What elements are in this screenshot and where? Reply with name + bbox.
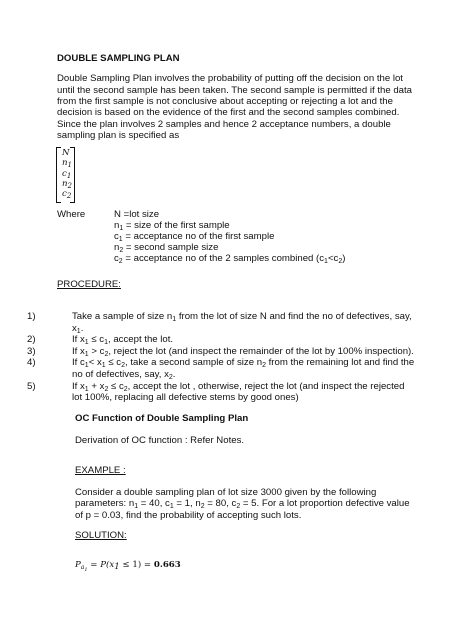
right-bracket	[70, 147, 75, 203]
example-heading: EXAMPLE :	[75, 465, 126, 476]
solution-formula: $P_{a_1} = P(x_1 \le 1) = 0.663$	[75, 560, 181, 573]
example-line-2: parameters: $n_1 = 40$, $c_1 = 1$, $n_2 = 80$, $c_2 = 5$. For a lot proportion defective value	[75, 498, 410, 510]
procedure-step-3: 3) If $x_1 > c_2$, reject the lot (and inspect the remainder of the lot by 100% inspection).	[27, 345, 414, 358]
page-title: DOUBLE SAMPLING PLAN	[57, 53, 180, 64]
oc-heading: OC Function of Double Sampling Plan	[75, 413, 249, 424]
intro-line-5: Since the plan involves 2 samples and hence 2 acceptance numbers, a double	[57, 119, 391, 130]
oc-derivation: Derivation of OC function : Refer Notes.	[75, 435, 245, 446]
vector-c2: $c_2$	[62, 189, 72, 201]
procedure-step-4: 4) If $c_1< x_1 \le c_2$, take a second sample of size $n_2$ from the remaining lot and find the no of defectives, say, $x_2$.	[27, 357, 415, 381]
procedure-step-1: 1) Take a sample of size $n_1$ from the lot of size N and find the no of defectives, say, $x_1$.	[27, 311, 412, 335]
procedure-heading: PROCEDURE:	[57, 279, 121, 290]
intro-line-4: decision is based on the evidence of the first and the second samples combined.	[57, 107, 400, 118]
solution-heading: SOLUTION:	[75, 530, 127, 541]
def-N: N =lot size	[114, 209, 160, 220]
procedure-step-2: 2) If $x_1 \le c_1$, accept the lot.	[27, 334, 174, 347]
vector-n1: $n_1$	[62, 158, 73, 170]
example-line-3: of p = 0.03, find the probability of accepting such lots.	[75, 510, 302, 521]
vector-c1: $c_1$	[62, 168, 72, 180]
vector-N: N	[62, 148, 70, 158]
def-n1: $n_1$ = size of the first sample	[114, 220, 230, 232]
vector-n2: $n_2$	[62, 178, 73, 190]
example-line-1: Consider a double sampling plan of lot size 3000 given by the following	[75, 487, 377, 498]
intro-line-2: until the second sample has been taken. The second sample is permitted if the data	[57, 85, 413, 96]
where-label: Where	[57, 209, 86, 220]
procedure-step-5: 5) If $x_1 + x_2 \le c_2$, accept the lot , otherwise, reject the lot (and inspect the rejected lot 100%, replacing all defective stems by good ones)	[27, 380, 405, 404]
left-bracket	[56, 147, 61, 203]
intro-line-1: Double Sampling Plan involves the probability of putting off the decision on the lot	[57, 73, 403, 84]
intro-line-3: from the first sample is not conclusive about accepting or rejecting a lot and the	[57, 96, 393, 107]
procedure-list	[27, 311, 427, 404]
def-c1: $c_1$ = acceptance no of the first sample	[114, 231, 275, 243]
def-c2: $c_2$ = acceptance no of the 2 samples combined $(c_1<c_2)$	[114, 253, 346, 265]
def-n2: $n_2$ = second sample size	[114, 242, 219, 254]
intro-line-6: sampling plan is specified as	[57, 130, 180, 141]
